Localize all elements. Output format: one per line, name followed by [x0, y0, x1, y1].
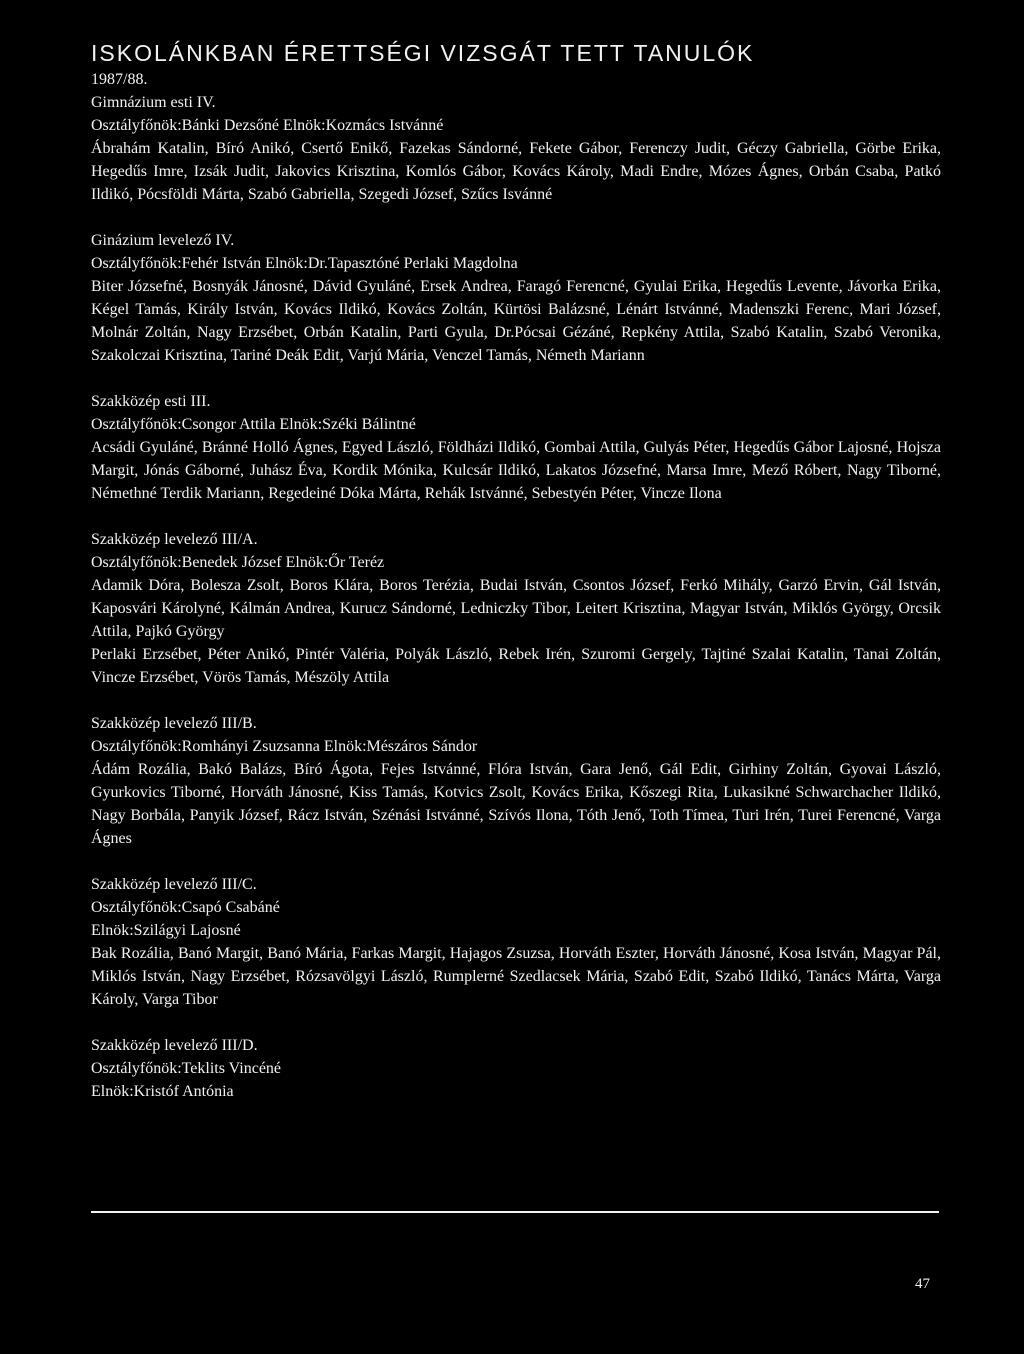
class-officers: Osztályfőnök:Benedek József Elnök:Őr Teréz	[91, 554, 385, 571]
student-list: Bak Rozália, Banó Margit, Banó Mária, Farkas Margit, Hajagos Zsuzsa, Horváth Eszter, Horváth Jánosné, Kosa István, Magyar Pál, Miklós István, Nagy Erzsébet, Rózsavölgyi László, Rumplerné Szedlacsek Mária, Szabó Edit, Szabó Ildikó, Tanács Márta, Varga Károly, Varga Tibor	[91, 945, 941, 1008]
student-list: Ábrahám Katalin, Bíró Anikó, Csertő Enikő, Fazekas Sándorné, Fekete Gábor, Ferenczy Judit, Géczy Gabriella, Görbe Erika, Hegedűs Imre, Izsák Judit, Jakovics Krisztina, Komlós Gábor, Kovács Károly, Madi Endre, Mózes Ágnes, Orbán Csaba, Patkó Ildikó, Pócsföldi Márta, Szabó Gabriella, Szegedi József, Szűcs Isvánné	[91, 140, 941, 203]
class-section	[91, 1034, 941, 1103]
footer-divider	[91, 1211, 939, 1213]
class-section	[91, 873, 941, 1011]
class-section	[91, 528, 941, 689]
student-list: Ádám Rozália, Bakó Balázs, Bíró Ágota, Fejes Istvánné, Flóra István, Gara Jenő, Gál Edit, Girhiny Zoltán, Gyovai László, Gyurkovics Tiborné, Horváth Jánosné, Kiss Tamás, Kotvics Zsolt, Kovács Erika, Kőszegi Rita, Lukasikné Schwarchacher Ildikó, Nagy Borbála, Panyik József, Rácz István, Szénási Istvánné, Szívós Ilona, Tóth Jenő, Toth Tímea, Turi Irén, Turei Ferencné, Varga Ágnes	[91, 761, 941, 847]
class-heading: Ginázium levelező IV.	[91, 232, 235, 249]
school-year: 1987/88.	[91, 71, 148, 88]
class-section	[91, 229, 941, 367]
page-title: ISKOLÁNKBAN ÉRETTSÉGI VIZSGÁT TETT TANULÓK	[91, 40, 755, 66]
class-teacher: Osztályfőnök:Teklits Vincéné	[91, 1060, 282, 1077]
class-officers: Osztályfőnök:Bánki Dezsőné Elnök:Kozmács Istvánné	[91, 117, 444, 134]
class-heading: Szakközép esti III.	[91, 393, 211, 410]
class-heading: Szakközép levelező III/A.	[91, 531, 258, 548]
class-officers: Osztályfőnök:Fehér István Elnök:Dr.Tapasztóné Perlaki Magdolna	[91, 255, 518, 272]
page-number: 47	[915, 1276, 930, 1292]
class-teacher: Osztályfőnök:Csapó Csabáné	[91, 899, 280, 916]
class-section	[91, 390, 941, 505]
student-list-continued: Perlaki Erzsébet, Péter Anikó, Pintér Valéria, Polyák László, Rebek Irén, Szuromi Gergely, Tajtiné Szalai Katalin, Tanai Zoltán, Vincze Erzsébet, Vörös Tamás, Mészöly Attila	[91, 646, 941, 686]
class-heading: Szakközép levelező III/B.	[91, 715, 257, 732]
class-heading: Szakközép levelező III/D.	[91, 1037, 258, 1054]
class-heading: Szakközép levelező III/C.	[91, 876, 257, 893]
class-section	[91, 91, 941, 206]
class-officers: Osztályfőnök:Romhányi Zsuzsanna Elnök:Mészáros Sándor	[91, 738, 478, 755]
student-list: Adamik Dóra, Bolesza Zsolt, Boros Klára, Boros Terézia, Budai István, Csontos József, Ferkó Mihály, Garzó Ervin, Gál István, Kaposvári Károlyné, Kálmán Andrea, Kurucz Sándorné, Ledniczky Tibor, Leitert Krisztina, Magyar István, Miklós György, Orcsik Attila, Pajkó György	[91, 577, 941, 640]
student-list: Acsádi Gyuláné, Bránné Holló Ágnes, Egyed László, Földházi Ildikó, Gombai Attila, Gulyás Péter, Hegedűs Gábor Lajosné, Hojsza Margit, Jónás Gáborné, Juhász Éva, Kordik Mónika, Kulcsár Ildikó, Lakatos Józsefné, Marsa Imre, Mező Róbert, Nagy Tiborné, Némethné Terdik Mariann, Regedeiné Dóka Márta, Rehák Istvánné, Sebestyén Péter, Vincze Ilona	[91, 439, 941, 502]
class-officers: Osztályfőnök:Csongor Attila Elnök:Széki Bálintné	[91, 416, 416, 433]
yearbook-page	[91, 38, 941, 1103]
class-heading: Gimnázium esti IV.	[91, 94, 216, 111]
exam-chair: Elnök:Kristóf Antónia	[91, 1083, 234, 1100]
class-section	[91, 712, 941, 850]
exam-chair: Elnök:Szilágyi Lajosné	[91, 922, 241, 939]
student-list: Biter Józsefné, Bosnyák Jánosné, Dávid Gyuláné, Ersek Andrea, Faragó Ferencné, Gyulai Erika, Hegedűs Levente, Jávorka Erika, Kégel Tamás, Király István, Kovács Ildikó, Kovács Zoltán, Kürtösi Balázsné, Lénárt Istvánné, Madenszki Ferenc, Mari József, Molnár Zoltán, Nagy Erzsébet, Orbán Katalin, Parti Gyula, Dr.Pócsai Gézáné, Repkény Attila, Szabó Katalin, Szabó Veronika, Szakolczai Krisztina, Tariné Deák Edit, Varjú Mária, Venczel Tamás, Németh Mariann	[91, 278, 941, 364]
